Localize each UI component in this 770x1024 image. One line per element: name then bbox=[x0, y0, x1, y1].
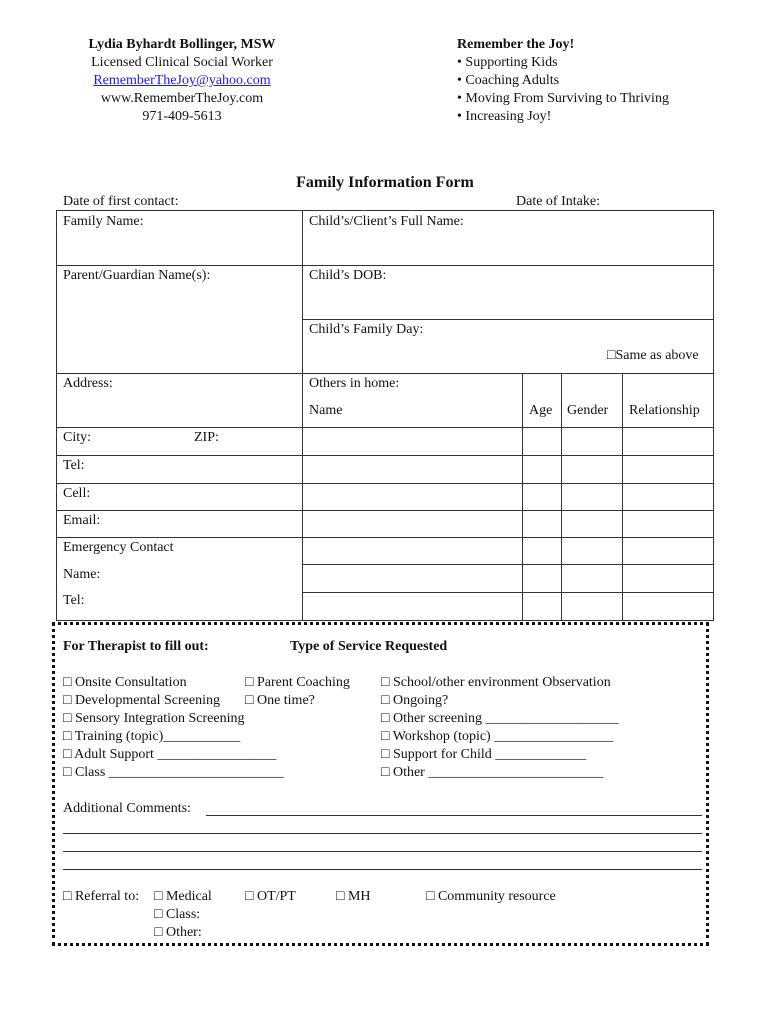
provider-name: Lydia Byhardt Bollinger, MSW bbox=[88, 37, 276, 52]
others-header-age: Age bbox=[529, 403, 553, 418]
referral-label[interactable]: □ Referral to: bbox=[63, 889, 140, 904]
others-in-home-label: Others in home: bbox=[309, 376, 400, 391]
comments-line[interactable] bbox=[63, 869, 702, 870]
option-ongoing[interactable]: □ Ongoing? bbox=[381, 693, 449, 708]
tagline-block bbox=[457, 36, 669, 126]
provider-website: www.RememberTheJoy.com bbox=[100, 91, 264, 106]
option-adult-support[interactable]: □ Adult Support _________________ bbox=[63, 747, 277, 762]
referral-medical[interactable]: □ Medical bbox=[154, 889, 212, 904]
service-heading: Type of Service Requested bbox=[290, 639, 448, 654]
date-first-contact-label: Date of first contact: bbox=[63, 194, 179, 209]
option-class[interactable]: □ Class _________________________ bbox=[63, 765, 284, 780]
family-name-label: Family Name: bbox=[63, 214, 144, 229]
same-as-above-checkbox[interactable]: □Same as above bbox=[607, 348, 699, 363]
others-header-gender: Gender bbox=[567, 403, 609, 418]
referral-other[interactable]: □ Other: bbox=[154, 925, 202, 940]
date-intake-label: Date of Intake: bbox=[516, 194, 600, 209]
referral-otpt[interactable]: □ OT/PT bbox=[245, 889, 296, 904]
referral-class[interactable]: □ Class: bbox=[154, 907, 201, 922]
option-sensory-screening[interactable]: □ Sensory Integration Screening bbox=[63, 711, 245, 726]
option-one-time[interactable]: □ One time? bbox=[245, 693, 315, 708]
address-label: Address: bbox=[63, 376, 113, 391]
option-developmental-screening[interactable]: □ Developmental Screening bbox=[63, 693, 220, 708]
child-full-name-label: Child’s/Client’s Full Name: bbox=[309, 214, 464, 229]
comments-line[interactable] bbox=[206, 815, 702, 816]
option-workshop[interactable]: □ Workshop (topic) _________________ bbox=[381, 729, 614, 744]
provider-phone: 971-409-5613 bbox=[142, 109, 222, 124]
comments-line[interactable] bbox=[63, 851, 702, 852]
list-item: • Increasing Joy! bbox=[457, 108, 669, 126]
page-title: Family Information Form bbox=[296, 174, 474, 191]
email-label: Email: bbox=[63, 513, 101, 528]
comments-label: Additional Comments: bbox=[63, 801, 191, 816]
option-parent-coaching[interactable]: □ Parent Coaching bbox=[245, 675, 350, 690]
option-other[interactable]: □ Other _________________________ bbox=[381, 765, 604, 780]
cell-label: Cell: bbox=[63, 486, 91, 501]
child-family-day-label: Child’s Family Day: bbox=[309, 322, 424, 337]
list-item: • Supporting Kids bbox=[457, 54, 669, 72]
referral-mh[interactable]: □ MH bbox=[336, 889, 371, 904]
tel-label: Tel: bbox=[63, 458, 85, 473]
list-item: • Moving From Surviving to Thriving bbox=[457, 90, 669, 108]
provider-title: Licensed Clinical Social Worker bbox=[91, 55, 273, 70]
option-onsite-consultation[interactable]: □ Onsite Consultation bbox=[63, 675, 187, 690]
option-other-screening[interactable]: □ Other screening ___________________ bbox=[381, 711, 619, 726]
list-item: • Coaching Adults bbox=[457, 72, 669, 90]
therapist-section bbox=[52, 622, 709, 946]
option-school-observation[interactable]: □ School/other environment Observation bbox=[381, 675, 611, 690]
city-label: City: bbox=[63, 430, 92, 445]
tagline-list bbox=[457, 54, 669, 126]
emergency-tel-label: Tel: bbox=[63, 593, 85, 608]
others-header-relationship: Relationship bbox=[629, 403, 700, 418]
emergency-name-label: Name: bbox=[63, 567, 101, 582]
tagline-heading: Remember the Joy! bbox=[457, 37, 575, 52]
parent-names-label: Parent/Guardian Name(s): bbox=[63, 268, 211, 283]
provider-info bbox=[62, 36, 302, 126]
child-dob-label: Child’s DOB: bbox=[309, 268, 387, 283]
comments-line[interactable] bbox=[63, 833, 702, 834]
option-support-child[interactable]: □ Support for Child _____________ bbox=[381, 747, 587, 762]
therapist-label: For Therapist to fill out: bbox=[63, 639, 209, 654]
referral-community[interactable]: □ Community resource bbox=[426, 889, 556, 904]
others-header-name: Name bbox=[309, 403, 343, 418]
provider-email-link[interactable]: RememberTheJoy@yahoo.com bbox=[93, 73, 271, 88]
zip-label: ZIP: bbox=[194, 430, 219, 445]
option-training[interactable]: □ Training (topic)___________ bbox=[63, 729, 241, 744]
emergency-contact-label: Emergency Contact bbox=[63, 540, 174, 555]
